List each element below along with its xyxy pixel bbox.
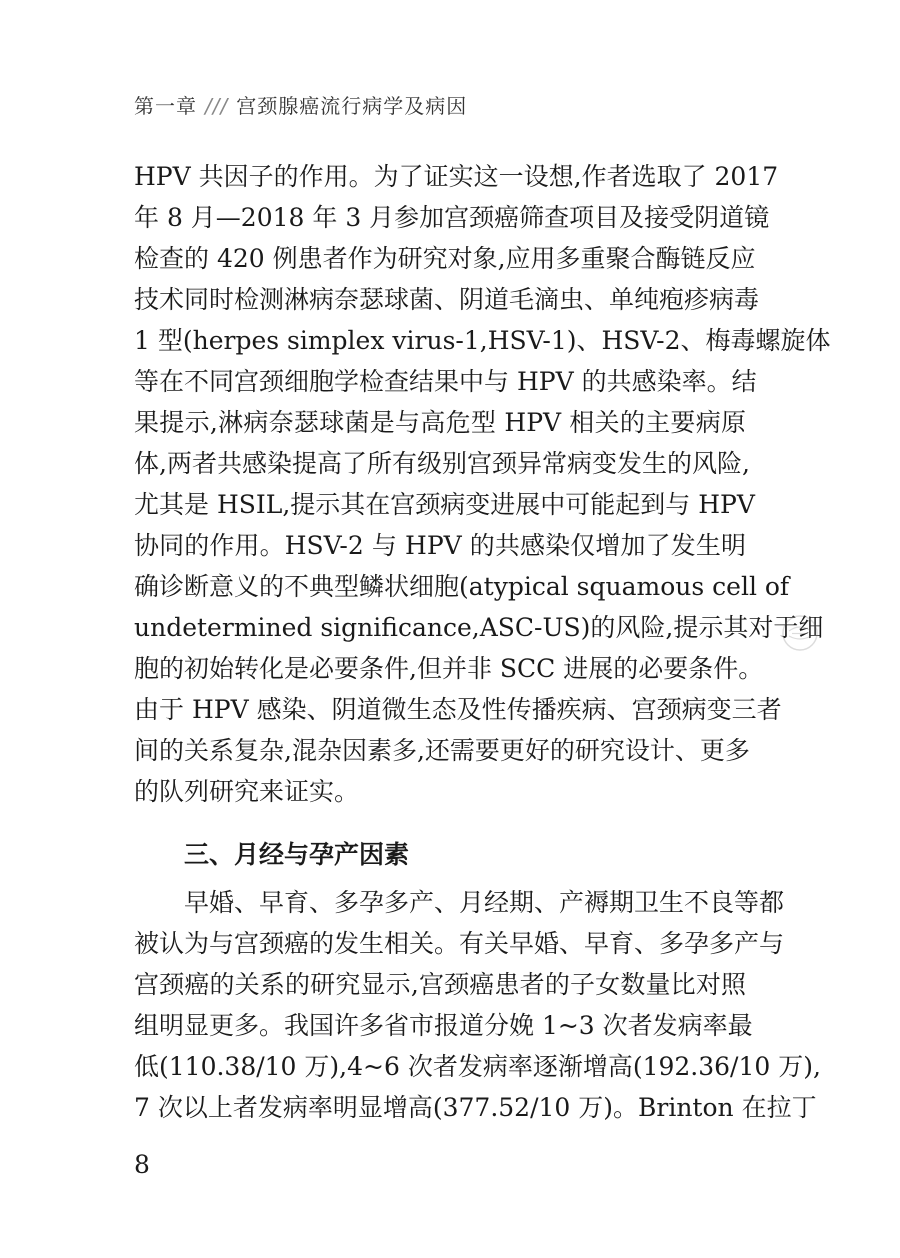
text-line: 低(110.38/10 万),4~6 次者发病率逐渐增高(192.36/10 万), bbox=[134, 1052, 821, 1081]
text-line: 体,两者共感染提高了所有级别宫颈异常病变发生的风险, bbox=[134, 449, 750, 478]
text-line: 7 次以上者发病率明显增高(377.52/10 万)。Brinton 在拉丁 bbox=[134, 1093, 817, 1122]
text-line: HPV 共因子的作用。为了证实这一设想,作者选取了 2017 bbox=[134, 162, 779, 191]
text-line: 协同的作用。HSV-2 与 HPV 的共感染仅增加了发生明 bbox=[134, 531, 746, 560]
text-line: 组明显更多。我国许多省市报道分娩 1~3 次者发病率最 bbox=[134, 1011, 753, 1040]
page-number: 8 bbox=[134, 1150, 150, 1179]
running-header bbox=[134, 90, 467, 119]
text-line: undetermined significance,ASC-US)的风险,提示其对于细 bbox=[134, 613, 824, 642]
section-heading: 三、月经与孕产因素 bbox=[184, 840, 410, 869]
text-line: 年 8 月—2018 年 3 月参加宫颈癌筛查项目及接受阴道镜 bbox=[134, 203, 770, 232]
text-line: 的队列研究来证实。 bbox=[134, 777, 360, 806]
text-line: 胞的初始转化是必要条件,但并非 SCC 进展的必要条件。 bbox=[134, 654, 764, 683]
watermark-stamp-icon bbox=[780, 613, 820, 653]
text-line: 技术同时检测淋病奈瑟球菌、阴道毛滴虫、单纯疱疹病毒 bbox=[134, 285, 760, 314]
header-separator: /// bbox=[205, 94, 229, 118]
chapter-label: 第一章 bbox=[134, 94, 197, 118]
text-line: 被认为与宫颈癌的发生相关。有关早婚、早育、多孕多产与 bbox=[134, 929, 785, 958]
text-line: 间的关系复杂,混杂因素多,还需要更好的研究设计、更多 bbox=[134, 736, 750, 765]
chapter-title: 宫颈腺癌流行病学及病因 bbox=[236, 94, 468, 118]
text-line: 果提示,淋病奈瑟球菌是与高危型 HPV 相关的主要病原 bbox=[134, 408, 746, 437]
text-line: 等在不同宫颈细胞学检查结果中与 HPV 的共感染率。结 bbox=[134, 367, 757, 396]
text-line: 检查的 420 例患者作为研究对象,应用多重聚合酶链反应 bbox=[134, 244, 756, 273]
text-line: 尤其是 HSIL,提示其在宫颈病变进展中可能起到与 HPV bbox=[134, 490, 755, 519]
text-line: 1 型(herpes simplex virus-1,HSV-1)、HSV-2、梅毒螺旋体 bbox=[134, 326, 831, 355]
text-line: 由于 HPV 感染、阴道微生态及性传播疾病、宫颈病变三者 bbox=[134, 695, 782, 724]
text-line: 确诊断意义的不典型鳞状细胞(atypical squamous cell of bbox=[134, 572, 790, 601]
text-line: 早婚、早育、多孕多产、月经期、产褥期卫生不良等都 bbox=[184, 888, 785, 917]
text-line: 宫颈癌的关系的研究显示,宫颈癌患者的子女数量比对照 bbox=[134, 970, 746, 999]
